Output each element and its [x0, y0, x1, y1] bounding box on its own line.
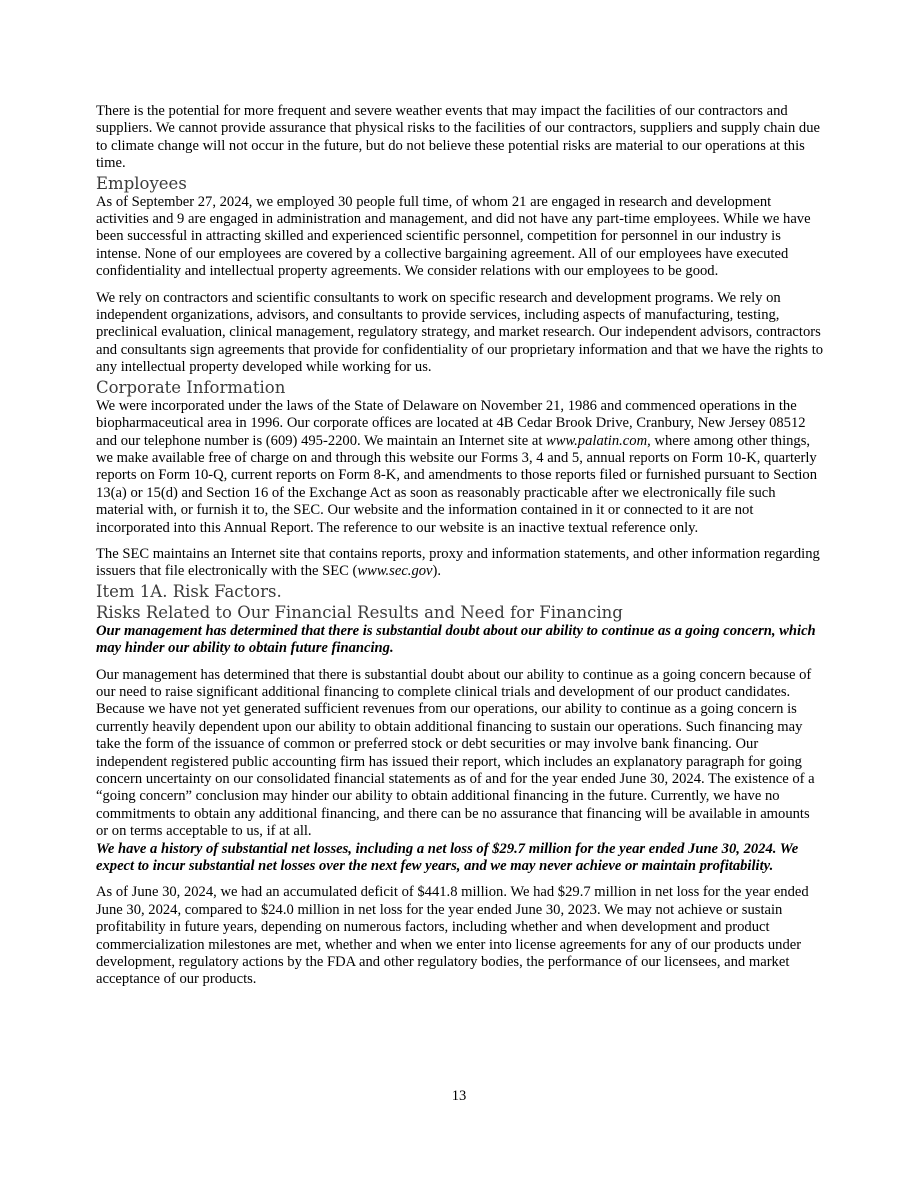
corporate-paragraph-1-text-a: We were incorporated under the laws of the State of Delaware on November 21, 1986 and commenced operations in the biopharmaceutical area in 1996. Our corporate offices are located at 4B Cedar Brook Drive, Cranbury, New Jersey 08512 and our telephone number is (609) 495-2200. We maintain an Internet site at: [96, 397, 806, 449]
corporate-paragraph-2-text-a: The SEC maintains an Internet site that contains reports, proxy and information statements, and other information regarding issuers that file electronically with the SEC (: [96, 545, 820, 580]
net-losses-risk-lead: We have a history of substantial net losses, including a net loss of $29.7 million for the year ended June 30, 2024. We expect to incur substantial net losses over the next few years, and we may never achieve or maintain profitability.: [96, 840, 799, 875]
net-losses-paragraph: As of June 30, 2024, we had an accumulated deficit of $441.8 million. We had $29.7 million in net loss for the year ended June 30, 2024, compared to $24.0 million in net loss for the year ended June 30, 2023. We may not achieve or sustain profitability in future years, depending on numerous factors, including whether and when development and product commercialization milestones are met, whether and when we enter into license agreements for any of our products under development, regulatory actions by the FDA and other regulatory bodies, the performance of our licensees, and market acceptance of our products.: [96, 884, 809, 988]
palatin-website-link: www.palatin.com: [546, 432, 648, 449]
corporate-paragraph-1: [96, 398, 824, 537]
page-number: 13: [451, 1088, 467, 1104]
employees-paragraph-2: We rely on contractors and scientific consultants to work on specific research and development programs. We rely on independent organizations, advisors, and consultants to provide services, including aspects of manufacturing, testing, preclinical evaluation, clinical management, regulatory strategy, and market research. Our independent advisors, contractors and consultants sign agreements that provide for confidentiality of our proprietary information and that we have the rights to any intellectual property developed while working for us.: [96, 289, 824, 376]
corporate-information-heading: Corporate Information: [96, 377, 286, 397]
going-concern-paragraph: Our management has determined that there is substantial doubt about our ability to continue as a going concern because of our need to raise significant additional financing to complete clinical trials and development of our product candidates. Because we have not yet generated sufficient revenues from our operations, our ability to continue as a going concern is currently heavily dependent upon our ability to obtain additional financing to sustain our operations. Such financing may take the form of the issuance of common or preferred stock or debt securities or may involve bank financing. Our independent registered public accounting firm has issued their report, which includes an explanatory paragraph for going concern uncertainty on our consolidated financial statements as of and for the year ended June 30, 2024. The existence of a “going concern” conclusion may hinder our ability to obtain additional financing in the future. Currently, we have no commitments to obtain any additional financing, and there can be no assurance that financing will be available in amounts or on terms acceptable to us, if at all.: [96, 666, 815, 840]
going-concern-risk-lead: Our management has determined that there is substantial doubt about our ability to continue as a going concern, which may hinder our ability to obtain future financing.: [96, 622, 816, 657]
corporate-paragraph-1-text-b: , where among other things, we make available free of charge on and through this website our Forms 3, 4 and 5, annual reports on Form 10-K, quarterly reports on Form 10-Q, current reports on Form 8-K, and amendments to those reports filed or furnished pursuant to Section 13(a) or 15(d) and Section 16 of the Exchange Act as soon as reasonably practicable after we electronically file such material with, or furnish it to, the SEC. Our website and the information contained in it or connected to it are not incorporated into this Annual Report. The reference to our website is an inactive textual reference only.: [96, 432, 818, 536]
corporate-paragraph-2-text-b: ).: [432, 563, 442, 580]
employees-paragraph-1: As of September 27, 2024, we employed 30 people full time, of whom 21 are engaged in research and development activities and 9 are engaged in administration and management, and did not have any part-time employees. While we have been successful in attracting skilled and experienced scientific personnel, competition for personnel in our industry is intense. None of our employees are covered by a collective bargaining agreement. All of our employees have executed confidentiality and intellectual property agreements. We consider relations with our employees to be good.: [96, 193, 811, 280]
sec-website-link: www.sec.gov: [357, 563, 433, 580]
employees-heading: Employees: [96, 173, 187, 193]
item-1a-heading: Item 1A. Risk Factors.: [96, 581, 282, 601]
weather-risk-paragraph: There is the potential for more frequent and severe weather events that may impact the facilities of our contractors and suppliers. We cannot provide assurance that physical risks to the facilities of our contractors, suppliers and supply chain due to climate change will not occur in the future, but do not believe these potential risks are material to our operations at this time.: [96, 103, 821, 172]
corporate-paragraph-2: [96, 546, 824, 581]
document-page: [96, 103, 824, 989]
risks-financial-heading: Risks Related to Our Financial Results and Need for Financing: [96, 602, 623, 622]
